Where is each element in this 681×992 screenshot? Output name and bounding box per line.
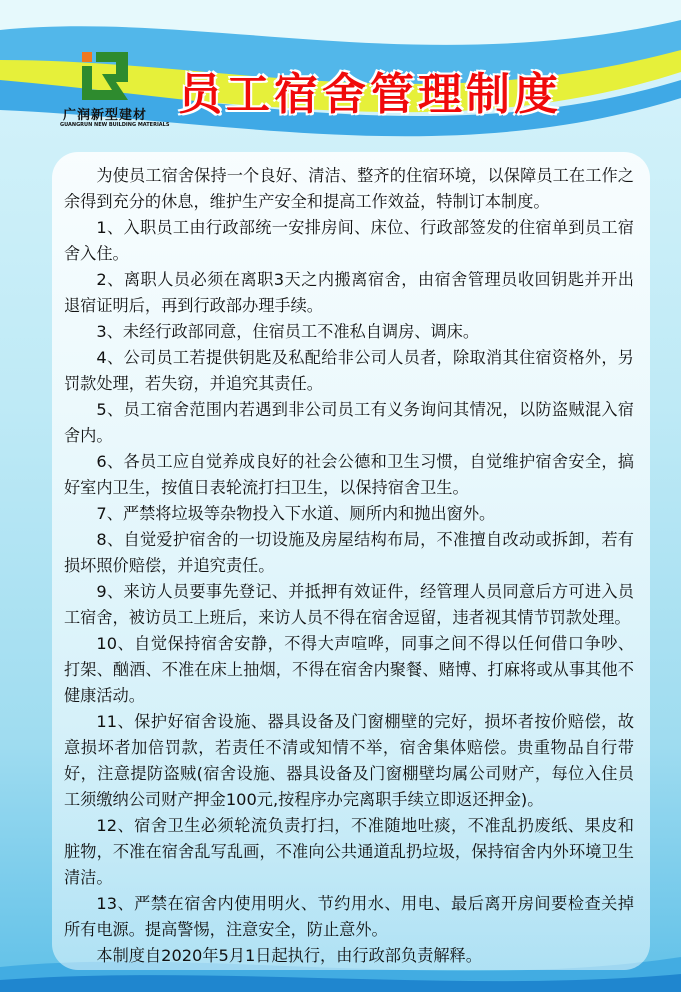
page-title: 员工宿舍管理制度 (178, 69, 562, 120)
rule-item: 2、离职人员必须在离职3天之内搬离宿舍，由宿舍管理员收回钥匙并开出退宿证明后，再到行政部办理手续。 (64, 270, 634, 315)
rule-item: 6、各员工应自觉养成良好的社会公德和卫生习惯，自觉维护宿舍安全，搞好室内卫生，按值日表轮流打扫卫生，以保持宿舍卫生。 (64, 452, 634, 497)
rule-item: 1、入职员工由行政部统一安排房间、床位、行政部签发的住宿单到员工宿舍入住。 (64, 218, 634, 263)
intro-paragraph: 为使员工宿舍保持一个良好、清洁、整齐的住宿环境，以保障员工在工作之余得到充分的休息，维护生产安全和提高工作效益，特制订本制度。 (64, 166, 634, 211)
rule-item: 3、未经行政部同意，住宿员工不准私自调房、调床。 (96, 322, 480, 341)
regulation-text (64, 163, 634, 969)
rule-item: 4、公司员工若提供钥匙及私配给非公司人员者，除取消其住宿资格外，另罚款处理，若失窃，并追究其责任。 (64, 348, 634, 393)
rule-item: 7、严禁将垃圾等杂物投入下水道、厕所内和抛出窗外。 (96, 504, 496, 523)
logo-name-cn: 广润新型建材 (62, 108, 147, 123)
rule-item: 11、保护好宿舍设施、器具设备及门窗棚壁的完好，损坏者按价赔偿，故意损坏者加倍罚款，若责任不清或知情不举，宿舍集体赔偿。贵重物品自行带好，注意提防盗贼(宿舍设施、器具设备及门窗棚壁均属公司财产，每位入住员工须缴纳公司财产押金100元,按程序办完离职手续立即返还押金)。 (64, 712, 634, 809)
rule-item: 8、自觉爱护宿舍的一切设施及房屋结构布局，不准擅自改动或拆卸，若有损坏照价赔偿，并追究责任。 (64, 530, 634, 575)
rule-item: 5、员工宿舍范围内若遇到非公司员工有义务询问其情况，以防盗贼混入宿舍内。 (64, 400, 634, 445)
rule-item: 12、宿舍卫生必须轮流负责打扫，不准随地吐痰，不准乱扔废纸、果皮和脏物，不准在宿舍乱写乱画，不准向公共通道乱扔垃圾，保持宿舍内外环境卫生清洁。 (64, 816, 634, 887)
logo-name-en: GUANGRUN NEW BUILDING MATERIALS (60, 122, 170, 128)
rule-item: 13、严禁在宿舍内使用明火、节约用水、用电、最后离开房间要检查关掉所有电源。提高警惕，注意安全，防止意外。 (64, 894, 634, 939)
closing-statement: 本制度自2020年5月1日起执行，由行政部负责解释。 (96, 946, 482, 965)
logo-mark-icon (82, 52, 130, 102)
rule-item: 10、自觉保持宿舍安静，不得大声喧哗，同事之间不得以任何借口争吵、打架、酗酒、不准在床上抽烟，不得在宿舍内聚餐、赌博、打麻将或从事其他不健康活动。 (64, 634, 634, 705)
company-logo (60, 52, 170, 132)
rule-item: 9、来访人员要事先登记、并抵押有效证件，经管理人员同意后方可进入员工宿舍，被访员工上班后，来访人员不得在宿舍逗留，违者视其情节罚款处理。 (64, 582, 634, 627)
